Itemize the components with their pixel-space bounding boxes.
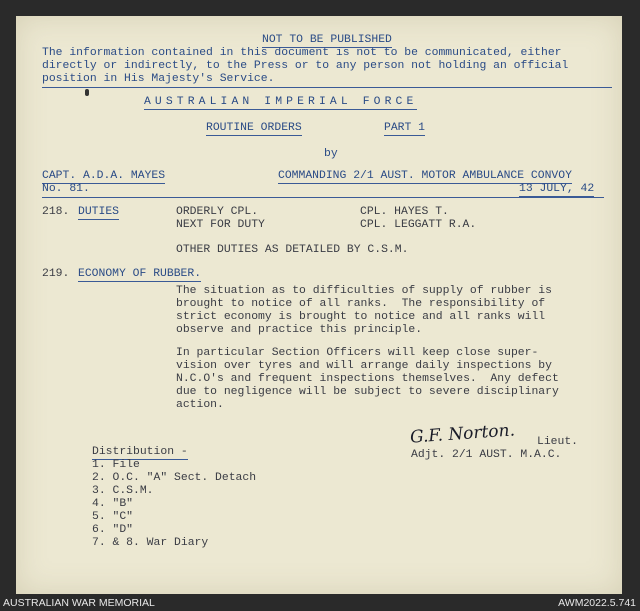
distribution-item: 3. C.S.M.	[92, 485, 154, 497]
command-line: COMMANDING 2/1 AUST. MOTOR AMBULANCE CONVOY	[278, 170, 572, 182]
header-rule	[42, 197, 604, 198]
duty-role-1: ORDERLY CPL.	[176, 206, 259, 218]
notice-title: NOT TO BE PUBLISHED	[262, 34, 392, 46]
distribution-item: 1. File	[92, 459, 140, 471]
item-218-heading: DUTIES	[78, 206, 120, 218]
order-date: 13 JULY, 42	[519, 183, 595, 195]
distribution-item: 7. & 8. War Diary	[92, 537, 209, 549]
officer-name: CAPT. A.D.A. MAYES	[42, 170, 166, 182]
distribution-item: 2. O.C. "A" Sect. Detach	[92, 472, 257, 484]
routine-orders: ROUTINE ORDERS	[206, 122, 302, 134]
handwritten-signature: G.F. Norton.	[409, 420, 516, 448]
para2-line-2: vision over tyres and will arrange daily inspections by	[176, 360, 552, 372]
signatory-title: Adjt. 2/1 AUST. M.A.C.	[411, 449, 562, 461]
force-title: AUSTRALIAN IMPERIAL FORCE	[144, 96, 418, 108]
notice-underline	[42, 87, 612, 88]
item-218-number: 218.	[42, 206, 70, 218]
other-duties: OTHER DUTIES AS DETAILED BY C.S.M.	[176, 244, 409, 256]
para1-line-4: observe and practice this principle.	[176, 324, 423, 336]
duty-name-1: CPL. HAYES T.	[360, 206, 449, 218]
part-number: PART 1	[384, 122, 426, 134]
distribution-item: 5. "C"	[92, 511, 134, 523]
para1-line-1: The situation as to difficulties of supply of rubber is	[176, 285, 552, 297]
footer-accession: AWM2022.5.741	[558, 597, 636, 609]
para2-line-1: In particular Section Officers will keep close super-	[176, 347, 539, 359]
distribution-item: 6. "D"	[92, 524, 134, 536]
signatory-rank: Lieut.	[537, 436, 579, 448]
duty-role-2: NEXT FOR DUTY	[176, 219, 265, 231]
item-219-number: 219.	[42, 268, 70, 280]
notice-line-3: position in His Majesty's Service.	[42, 73, 275, 85]
para1-line-3: strict economy is brought to notice and all ranks will	[176, 311, 546, 323]
item-219-heading: ECONOMY OF RUBBER.	[78, 268, 202, 280]
para2-line-5: action.	[176, 399, 224, 411]
notice-line-1: The information contained in this document is not to be communicated, either	[42, 47, 562, 59]
by-text: by	[324, 148, 338, 160]
para2-line-3: N.C.O's and frequent inspections themselves. Any defect	[176, 373, 559, 385]
para2-line-4: due to negligence will be subject to severe disciplinary	[176, 386, 559, 398]
distribution-heading: Distribution -	[92, 446, 188, 458]
distribution-item: 4. "B"	[92, 498, 134, 510]
order-number: No. 81.	[42, 183, 90, 195]
document-page	[16, 16, 622, 594]
footer-institution: AUSTRALIAN WAR MEMORIAL	[3, 597, 155, 609]
punch-hole	[85, 89, 89, 96]
notice-line-2: directly or indirectly, to the Press or to any person not holding an official	[42, 60, 569, 72]
para1-line-2: brought to notice of all ranks. The responsibility of	[176, 298, 546, 310]
duty-name-2: CPL. LEGGATT R.A.	[360, 219, 477, 231]
